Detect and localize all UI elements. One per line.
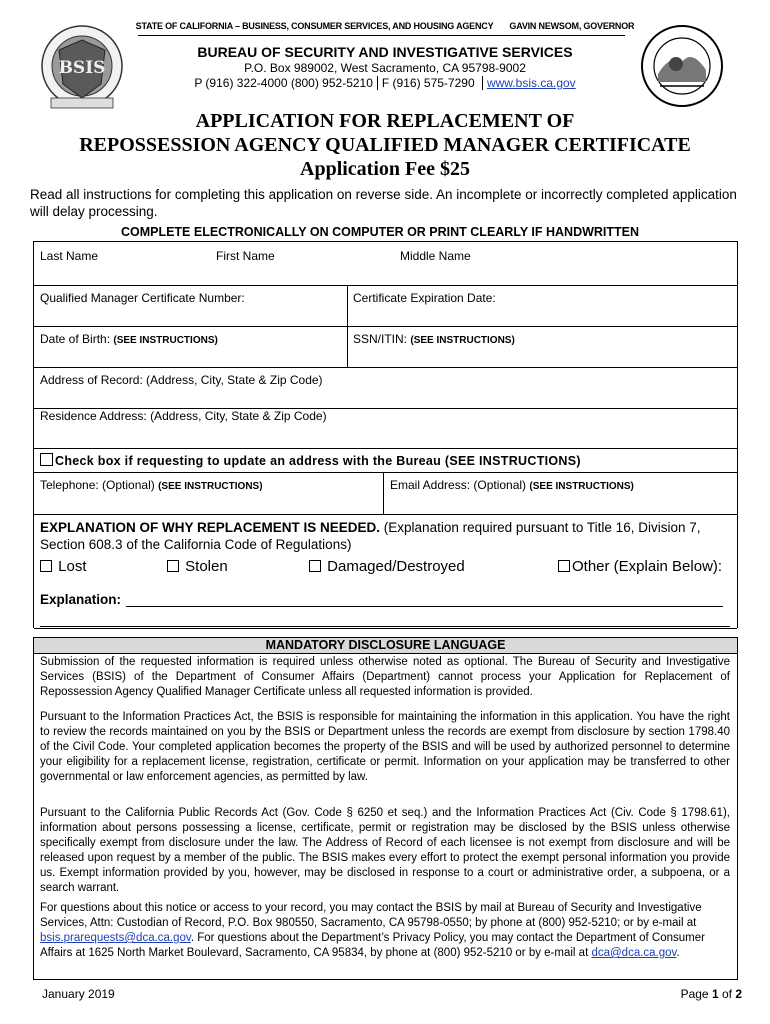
certificate-row (34, 286, 737, 327)
column-divider (383, 473, 384, 514)
residence-address-label: Residence Address: (Address, City, State & Zip Code) (40, 409, 327, 423)
form-title-line2: REPOSSESSION AGENCY QUALIFIED MANAGER CERTIFICATE (79, 134, 691, 156)
column-divider (347, 286, 348, 326)
bsis-seal-initials: BSIS (58, 58, 106, 78)
option-stolen[interactable] (167, 558, 228, 575)
dob-note: (SEE INSTRUCTIONS) (113, 335, 218, 346)
last-name-label: Last Name (40, 249, 99, 263)
explanation-instructions (40, 519, 730, 553)
dob-label: Date of Birth: (40, 332, 111, 346)
revision-date: January 2019 (42, 987, 115, 1001)
first-name-label: First Name (216, 249, 275, 263)
separator (377, 76, 378, 90)
email-label: Email Address: (Optional) (390, 478, 527, 492)
form-title-line1: APPLICATION FOR REPLACEMENT OF (195, 110, 575, 132)
bureau-phone: P (916) 322-4000 (800) 952-5210 (194, 76, 373, 90)
contact-text-c: . (676, 947, 680, 959)
lost-checkbox[interactable] (40, 560, 52, 572)
page-prefix: Page (680, 987, 712, 1001)
explanation-text: (Explanation required pursuant to Title 16, Division 7, Section 608.3 of the California Code of Regulations) (40, 520, 701, 552)
email-field[interactable] (390, 478, 634, 492)
telephone-note: (SEE INSTRUCTIONS) (158, 481, 263, 492)
name-row[interactable] (34, 242, 737, 286)
explanation-heading: EXPLANATION OF WHY REPLACEMENT IS NEEDED. (40, 520, 381, 535)
bureau-address: P.O. Box 989002, West Sacramento, CA 95798-9002 (244, 61, 526, 75)
complete-notice: COMPLETE ELECTRONICALLY ON COMPUTER OR PRINT CLEARLY IF HANDWRITTEN (120, 225, 640, 239)
update-address-checkbox[interactable] (40, 453, 53, 466)
governor-text: GAVIN NEWSOM, GOVERNOR (509, 21, 635, 31)
header-divider (138, 35, 625, 36)
explanation-line-1[interactable] (126, 606, 723, 607)
email-note: (SEE INSTRUCTIONS) (529, 481, 634, 492)
explanation-line-2[interactable] (40, 626, 730, 627)
middle-name-label: Middle Name (400, 249, 471, 263)
option-lost[interactable] (40, 558, 87, 575)
disclosure-paragraph-4 (40, 901, 730, 961)
lost-label: Lost (58, 558, 87, 575)
other-label: Other (Explain Below): (572, 558, 723, 575)
address-record-field[interactable] (34, 368, 737, 409)
explanation-section (34, 515, 737, 629)
application-fee: Application Fee $25 (300, 158, 470, 180)
cert-expiration-label: Certificate Expiration Date: (353, 291, 496, 305)
cert-number-label: Qualified Manager Certificate Number: (40, 291, 245, 305)
ssn-field[interactable] (353, 332, 515, 346)
disclosure-heading: MANDATORY DISCLOSURE LANGUAGE (33, 637, 738, 654)
disclosure-paragraph-3: Pursuant to the California Public Records Act (Gov. Code § 6250 et seq.) and the Information Practices Act (Civ. Code § 1798.61), information about persons possessing a license, certificate, permit or registration may be disclosed by the BSIS unless otherwise specifically exempt from disclosure under the law. The Address of Record of each licensee is not exempt from disclosure and will be released upon request by a member of the public. The BSIS makes every effort to protect the exempt personal information you provide us. Exempt information provided by you, however, may be disclosed in response to a court or administrative order, a subpoena, or a search warrant. (40, 807, 730, 894)
option-other[interactable] (558, 558, 722, 575)
separator (482, 76, 483, 90)
option-damaged[interactable] (309, 558, 465, 575)
bureau-contact (0, 76, 770, 90)
dob-ssn-row (34, 327, 737, 368)
address-record-label: Address of Record: (Address, City, State & Zip Code) (40, 373, 323, 387)
damaged-label: Damaged/Destroyed (327, 558, 465, 575)
page-of: of (718, 987, 736, 1001)
disclosure-paragraph-2: Pursuant to the Information Practices Act, the BSIS is responsible for maintaining the information in this application. You have the right to review the records maintained on you by the BSIS or Department unless the records are exempt from disclosure by section 1798.40 of the Civil Code. Your completed application becomes the property of the BSIS and will be used by authorized personnel to determine your eligibility for a replacement license, registration, certificate or permit. Information on your application may be transferred to other governmental or law enforcement agencies, as permitted by law. (40, 711, 730, 783)
dca-email-link[interactable]: dca@dca.ca.gov (591, 947, 677, 959)
bureau-name: BUREAU OF SECURITY AND INVESTIGATIVE SERVICES (197, 44, 573, 60)
stolen-label: Stolen (185, 558, 228, 575)
update-address-option[interactable] (40, 453, 581, 468)
bureau-fax: F (916) 575-7290 (381, 76, 475, 90)
contact-text-b: . For questions about the Department’s Privacy Policy, you may contact the Department of Consumer Affairs at 1625 North Market Boulevard, Sacramento, CA 95834, by phone at (800) 952-5210 or by e-mail at (40, 932, 705, 959)
page-total: 2 (735, 987, 742, 1001)
stolen-checkbox[interactable] (167, 560, 179, 572)
page-number (681, 987, 742, 1001)
dob-field[interactable] (40, 332, 218, 346)
intro-instructions: Read all instructions for completing this application on reverse side. An incomplete or incorrectly completed application will delay processing. (30, 187, 737, 219)
contact-row (34, 473, 737, 515)
state-agency-text: STATE OF CALIFORNIA – BUSINESS, CONSUMER SERVICES, AND HOUSING AGENCY (135, 21, 494, 31)
telephone-field[interactable] (40, 478, 263, 492)
page-current: 1 (711, 987, 719, 1001)
disclosure-paragraph-1: Submission of the requested information is required unless otherwise noted as optional. The Bureau of Security and Investigative Services (BSIS) of the Department of Consumer Affairs (Department) cannot process your Application for Replacement of Repossession Agency Qualified Manager Certificate unless all requested information is provided. (40, 656, 730, 698)
damaged-checkbox[interactable] (309, 560, 321, 572)
telephone-label: Telephone: (Optional) (40, 478, 155, 492)
residence-address-field[interactable] (34, 409, 737, 449)
column-divider (347, 327, 348, 367)
other-checkbox[interactable] (558, 560, 570, 572)
update-address-label: Check box if requesting to update an address with the Bureau (SEE INSTRUCTIONS) (55, 454, 581, 468)
ssn-note: (SEE INSTRUCTIONS) (410, 335, 515, 346)
contact-text-a: For questions about this notice or access to your record, you may contact the BSIS by mail at Bureau of Security and Investigative Services, Attn: Custodian of Record, P.O. Box 980550, Sacramento, CA 95798-0550; by phone at (800) 952-5210; or by e-mail at (40, 902, 702, 929)
update-address-row (34, 449, 737, 473)
bsis-email-link[interactable]: bsis.prarequests@dca.ca.gov (40, 932, 191, 944)
explanation-label: Explanation: (40, 592, 122, 607)
bureau-website-link[interactable]: www.bsis.ca.gov (486, 76, 576, 90)
ssn-label: SSN/ITIN: (353, 332, 408, 346)
application-form (33, 241, 738, 628)
